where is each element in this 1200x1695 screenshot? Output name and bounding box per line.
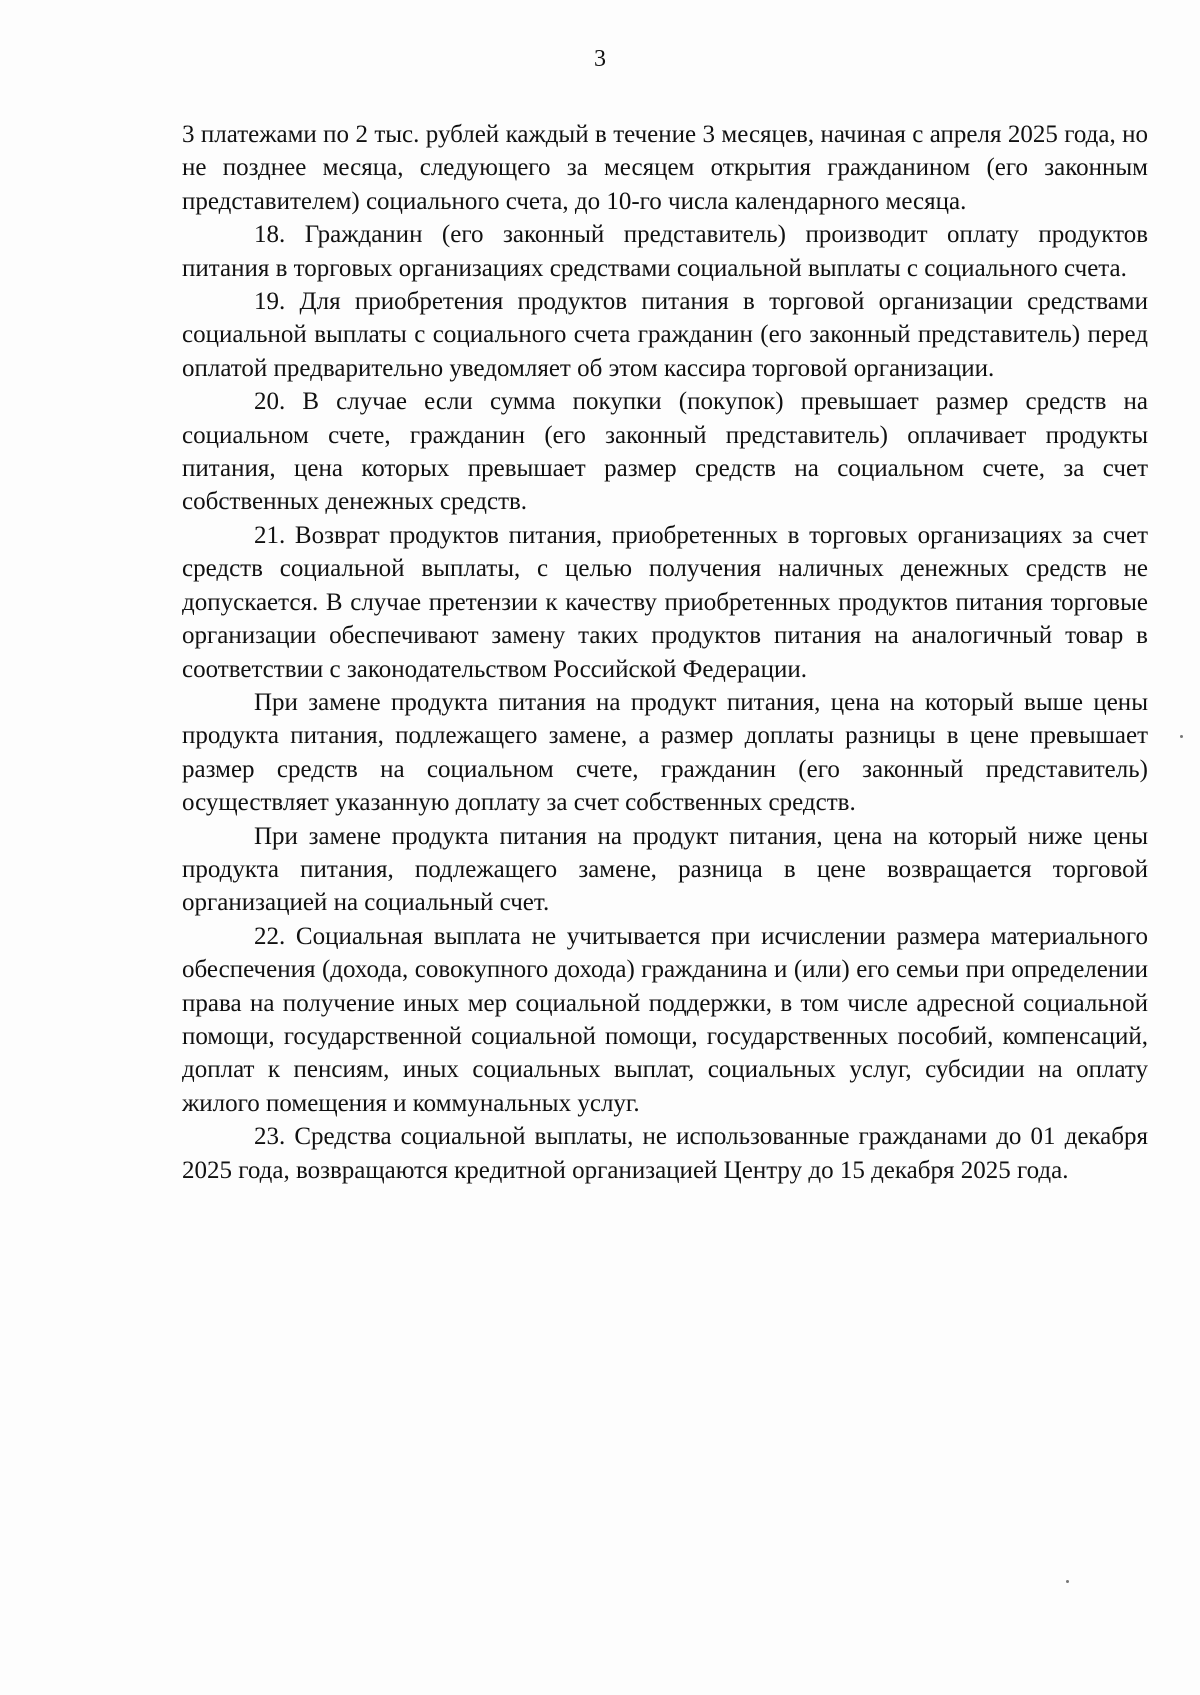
paragraph-20: 20. В случае если сумма покупки (покупок) превышает размер средств на социальном счете, гражданин (его законный представитель) оплачивает продукты питания, цена которых превышает размер средств на социальном счете, за счет собственных денежных средств. — [182, 388, 1148, 516]
paragraph-22: 22. Социальная выплата не учитывается при исчислении размера материального обеспечения (дохода, совокупного дохода) гражданина и (или) его семьи при определении права на получение иных мер социальной поддержки, в том числе адресной социальной помощи, государственной социальной помощи, государственных пособий, компенсаций, доплат к пенсиям, иных социальных выплат, социальных услуг, субсидии на оплату жилого помещения и коммунальных услуг. — [182, 922, 1148, 1117]
paragraph-21-replacement-lower: При замене продукта питания на продукт питания, цена на который ниже цены продукта питания, подлежащего замене, разница в цене возвращается торговой организацией на социальный счет. — [182, 822, 1148, 917]
page-number: 3 — [594, 46, 606, 72]
document-body — [182, 118, 1148, 1187]
paragraph-18: 18. Гражданин (его законный представитель) производит оплату продуктов питания в торговых организациях средствами социальной выплаты с социального счета. — [182, 221, 1148, 282]
scan-speck — [1066, 1580, 1069, 1583]
paragraph-continuation: 3 платежами по 2 тыс. рублей каждый в течение 3 месяцев, начиная с апреля 2025 года, но не позднее месяца, следующего за месяцем открытия гражданином (его законным представителем) социального счета, до 10-го числа календарного месяца. — [182, 121, 1148, 215]
paragraph-21: 21. Возврат продуктов питания, приобретенных в торговых организациях за счет средств социальной выплаты, с целью получения наличных денежных средств не допускается. В случае претензии к качеству приобретенных продуктов питания торговые организации обеспечивают замену таких продуктов питания на аналогичный товар в соответствии с законодательством Российской Федерации. — [182, 521, 1148, 683]
paragraph-21-replacement-higher: При замене продукта питания на продукт питания, цена на который выше цены продукта питания, подлежащего замене, а размер доплаты разницы в цене превышает размер средств на социальном счете, гражданин (его законный представитель) осуществляет указанную доплату за счет собственных средств. — [182, 688, 1148, 817]
paragraph-23: 23. Средства социальной выплаты, не использованные гражданами до 01 декабря 2025 года, возвращаются кредитной организацией Центру до 15 декабря 2025 года. — [182, 1123, 1148, 1184]
paragraph-19: 19. Для приобретения продуктов питания в торговой организации средствами социальной выплаты с социального счета гражданин (его законный представитель) перед оплатой предварительно уведомляет об этом кассира торговой организации. — [182, 288, 1148, 382]
scan-speck — [1180, 735, 1183, 738]
